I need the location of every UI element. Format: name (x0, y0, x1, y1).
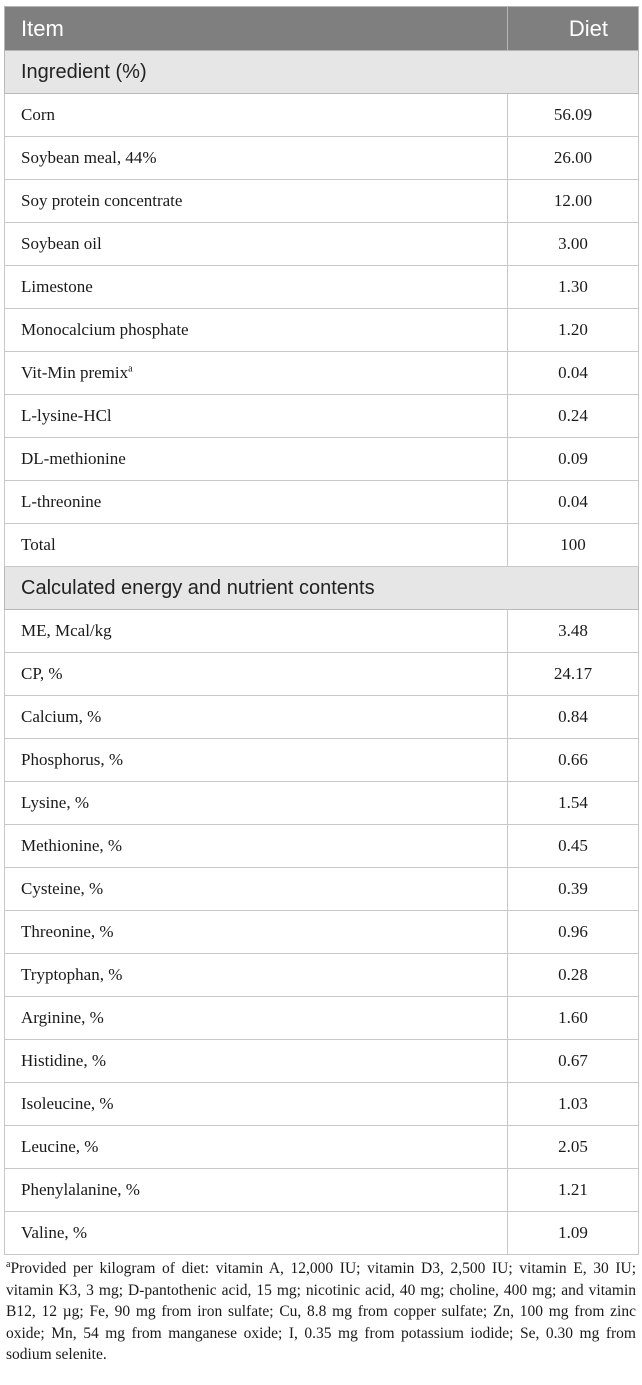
row-label-cell (5, 1040, 508, 1083)
row-label-cell (5, 653, 508, 696)
table-row (5, 180, 639, 223)
row-value: 0.28 (508, 954, 639, 997)
row-label-cell (5, 696, 508, 739)
table-row (5, 94, 639, 137)
table-row (5, 1212, 639, 1255)
table-row (5, 137, 639, 180)
row-label-cell (5, 137, 508, 180)
row-value: 1.20 (508, 309, 639, 352)
section-header-row (5, 51, 639, 94)
row-label-cell (5, 180, 508, 223)
row-value: 0.09 (508, 438, 639, 481)
row-label-cell (5, 395, 508, 438)
table-row (5, 868, 639, 911)
row-label-cell (5, 1169, 508, 1212)
table-row (5, 309, 639, 352)
row-label: L-threonine (21, 492, 102, 511)
row-value: 1.21 (508, 1169, 639, 1212)
table-row (5, 223, 639, 266)
row-label: Soybean oil (21, 234, 102, 253)
row-value: 0.24 (508, 395, 639, 438)
row-label-cell (5, 309, 508, 352)
row-label: CP, % (21, 664, 63, 683)
row-label: Threonine, % (21, 922, 114, 941)
row-value: 0.04 (508, 352, 639, 395)
row-label: Corn (21, 105, 55, 124)
row-value: 1.03 (508, 1083, 639, 1126)
row-label-cell (5, 868, 508, 911)
row-label-cell (5, 266, 508, 309)
table-row (5, 481, 639, 524)
row-label-cell (5, 911, 508, 954)
row-label-cell (5, 782, 508, 825)
row-label: DL-methionine (21, 449, 126, 468)
row-label-cell (5, 739, 508, 782)
table-row (5, 395, 639, 438)
diet-composition-table-container (4, 6, 638, 1255)
row-label: Cysteine, % (21, 879, 104, 898)
row-label: Tryptophan, % (21, 965, 123, 984)
row-label: Isoleucine, % (21, 1094, 114, 1113)
section-header-row (5, 567, 639, 610)
table-header-row (5, 7, 639, 51)
row-value: 0.67 (508, 1040, 639, 1083)
row-value: 26.00 (508, 137, 639, 180)
row-label: Limestone (21, 277, 93, 296)
row-label: ME, Mcal/kg (21, 621, 112, 640)
row-label: Total (21, 535, 56, 554)
table-row (5, 524, 639, 567)
row-value: 0.66 (508, 739, 639, 782)
row-label: Phosphorus, % (21, 750, 124, 769)
row-value: 3.48 (508, 610, 639, 653)
row-value: 0.45 (508, 825, 639, 868)
row-label: Lysine, % (21, 793, 89, 812)
row-label-cell (5, 825, 508, 868)
row-value: 12.00 (508, 180, 639, 223)
table-row (5, 954, 639, 997)
table-row (5, 653, 639, 696)
table-row (5, 352, 639, 395)
table-row (5, 825, 639, 868)
table-row (5, 438, 639, 481)
header-diet: Diet (508, 7, 639, 51)
row-label-cell (5, 481, 508, 524)
row-label-cell (5, 954, 508, 997)
row-label: Histidine, % (21, 1051, 106, 1070)
row-label-cell (5, 352, 508, 395)
footnote-marker: a (6, 1258, 11, 1270)
row-value: 100 (508, 524, 639, 567)
table-row (5, 1169, 639, 1212)
row-value: 3.00 (508, 223, 639, 266)
row-label: Calcium, % (21, 707, 102, 726)
diet-composition-table (4, 6, 639, 1255)
row-value: 56.09 (508, 94, 639, 137)
footnote-reference: a (128, 363, 133, 375)
row-value: 1.54 (508, 782, 639, 825)
row-label: Valine, % (21, 1223, 88, 1242)
table-body (5, 51, 639, 1255)
row-value: 0.84 (508, 696, 639, 739)
row-label-cell (5, 223, 508, 266)
row-value: 1.30 (508, 266, 639, 309)
row-label-cell (5, 1083, 508, 1126)
section-title: Ingredient (%) (5, 51, 639, 94)
row-label: Methionine, % (21, 836, 123, 855)
row-label-cell (5, 997, 508, 1040)
table-row (5, 911, 639, 954)
section-title: Calculated energy and nutrient contents (5, 567, 639, 610)
table-row (5, 997, 639, 1040)
row-label: Arginine, % (21, 1008, 104, 1027)
row-value: 0.96 (508, 911, 639, 954)
table-row (5, 610, 639, 653)
row-label: Soy protein concentrate (21, 191, 183, 210)
table-row (5, 1126, 639, 1169)
row-label: Monocalcium phosphate (21, 320, 189, 339)
row-value: 24.17 (508, 653, 639, 696)
footnote-text: Provided per kilogram of diet: vitamin A, 12,000 IU; vitamin D3, 2,500 IU; vitamin E, 30 IU; vitamin K3, 3 mg; D-pantothenic acid, 15 mg; nicotinic acid, 40 mg; choline, 400 mg; and vitamin B12, 12 µg; Fe, 90 mg from iron sulfate; Cu, 8.8 mg from copper sulfate; Zn, 100 mg from zinc oxide; Mn, 54 mg from manganese oxide; I, 0.35 mg from potassium iodide; Se, 0.30 mg from sodium selenite. (6, 1260, 636, 1363)
table-row (5, 1040, 639, 1083)
row-value: 1.09 (508, 1212, 639, 1255)
row-label-cell (5, 1126, 508, 1169)
table-row (5, 1083, 639, 1126)
row-value: 0.39 (508, 868, 639, 911)
row-value: 0.04 (508, 481, 639, 524)
table-row (5, 782, 639, 825)
row-label: Leucine, % (21, 1137, 99, 1156)
row-label: Vit-Min premix (21, 363, 129, 382)
row-label-cell (5, 524, 508, 567)
table-row (5, 266, 639, 309)
header-item: Item (5, 7, 508, 51)
table-footnote (6, 1258, 636, 1366)
row-label: L-lysine-HCl (21, 406, 112, 425)
table-row (5, 739, 639, 782)
row-label: Phenylalanine, % (21, 1180, 140, 1199)
table-row (5, 696, 639, 739)
row-value: 1.60 (508, 997, 639, 1040)
row-label: Soybean meal, 44% (21, 148, 157, 167)
row-label-cell (5, 610, 508, 653)
row-value: 2.05 (508, 1126, 639, 1169)
row-label-cell (5, 94, 508, 137)
row-label-cell (5, 438, 508, 481)
row-label-cell (5, 1212, 508, 1255)
